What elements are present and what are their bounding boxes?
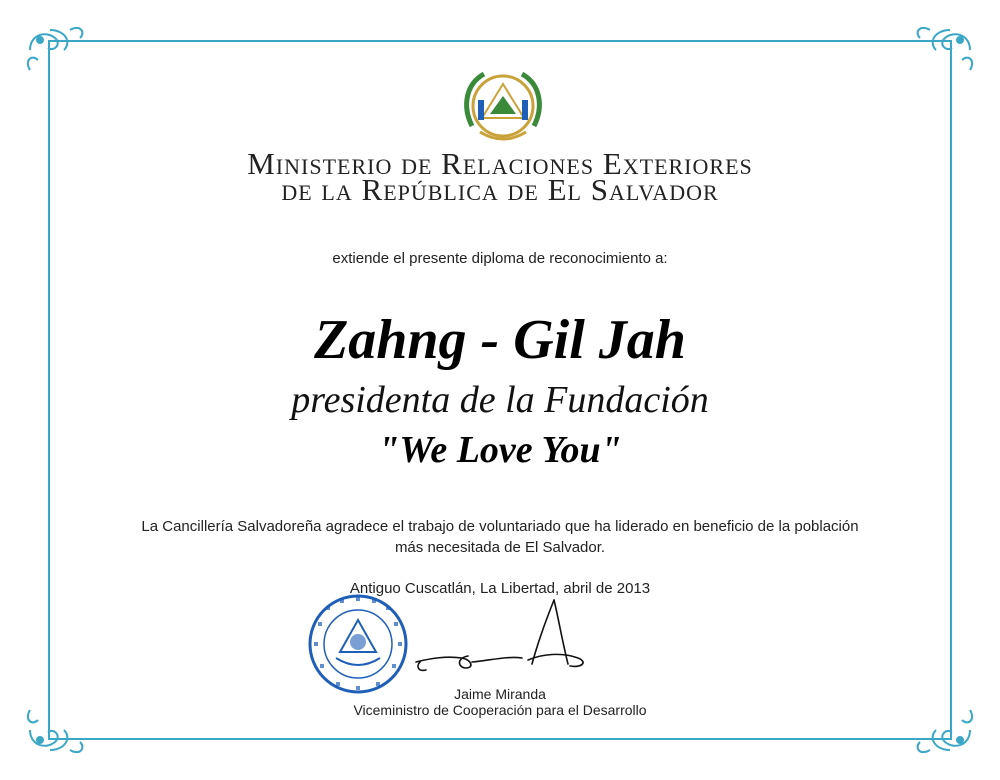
foundation-name: "We Love You" xyxy=(378,429,622,471)
corner-ornament-icon xyxy=(900,20,980,100)
intro-text: extiende el presente diploma de reconocimiento a: xyxy=(332,250,668,267)
recipient-name: Zahng - Gil Jah xyxy=(314,309,686,371)
acknowledgement-text: La Cancillería Salvadoreña agradece el trabajo de voluntariado que ha liderado en beneficio de la población más necesitada de El Salvador. xyxy=(141,518,859,556)
corner-ornament-icon xyxy=(20,20,100,100)
ministry-name-line-2: de la República de El Salvador xyxy=(281,172,719,207)
signature-icon xyxy=(412,596,612,684)
signatory-name: Jaime Miranda xyxy=(454,686,546,702)
place-date: Antiguo Cuscatlán, La Libertad, abril de 2013 xyxy=(349,580,651,597)
seal-icon xyxy=(306,592,410,696)
recipient-role: presidenta de la Fundación xyxy=(291,379,709,421)
signatory-title: Viceministro de Cooperación para el Desarrollo xyxy=(353,702,647,718)
coat-of-arms-icon xyxy=(458,66,548,152)
ministry-name-line-1: Ministerio de Relaciones Exteriores xyxy=(247,146,753,181)
